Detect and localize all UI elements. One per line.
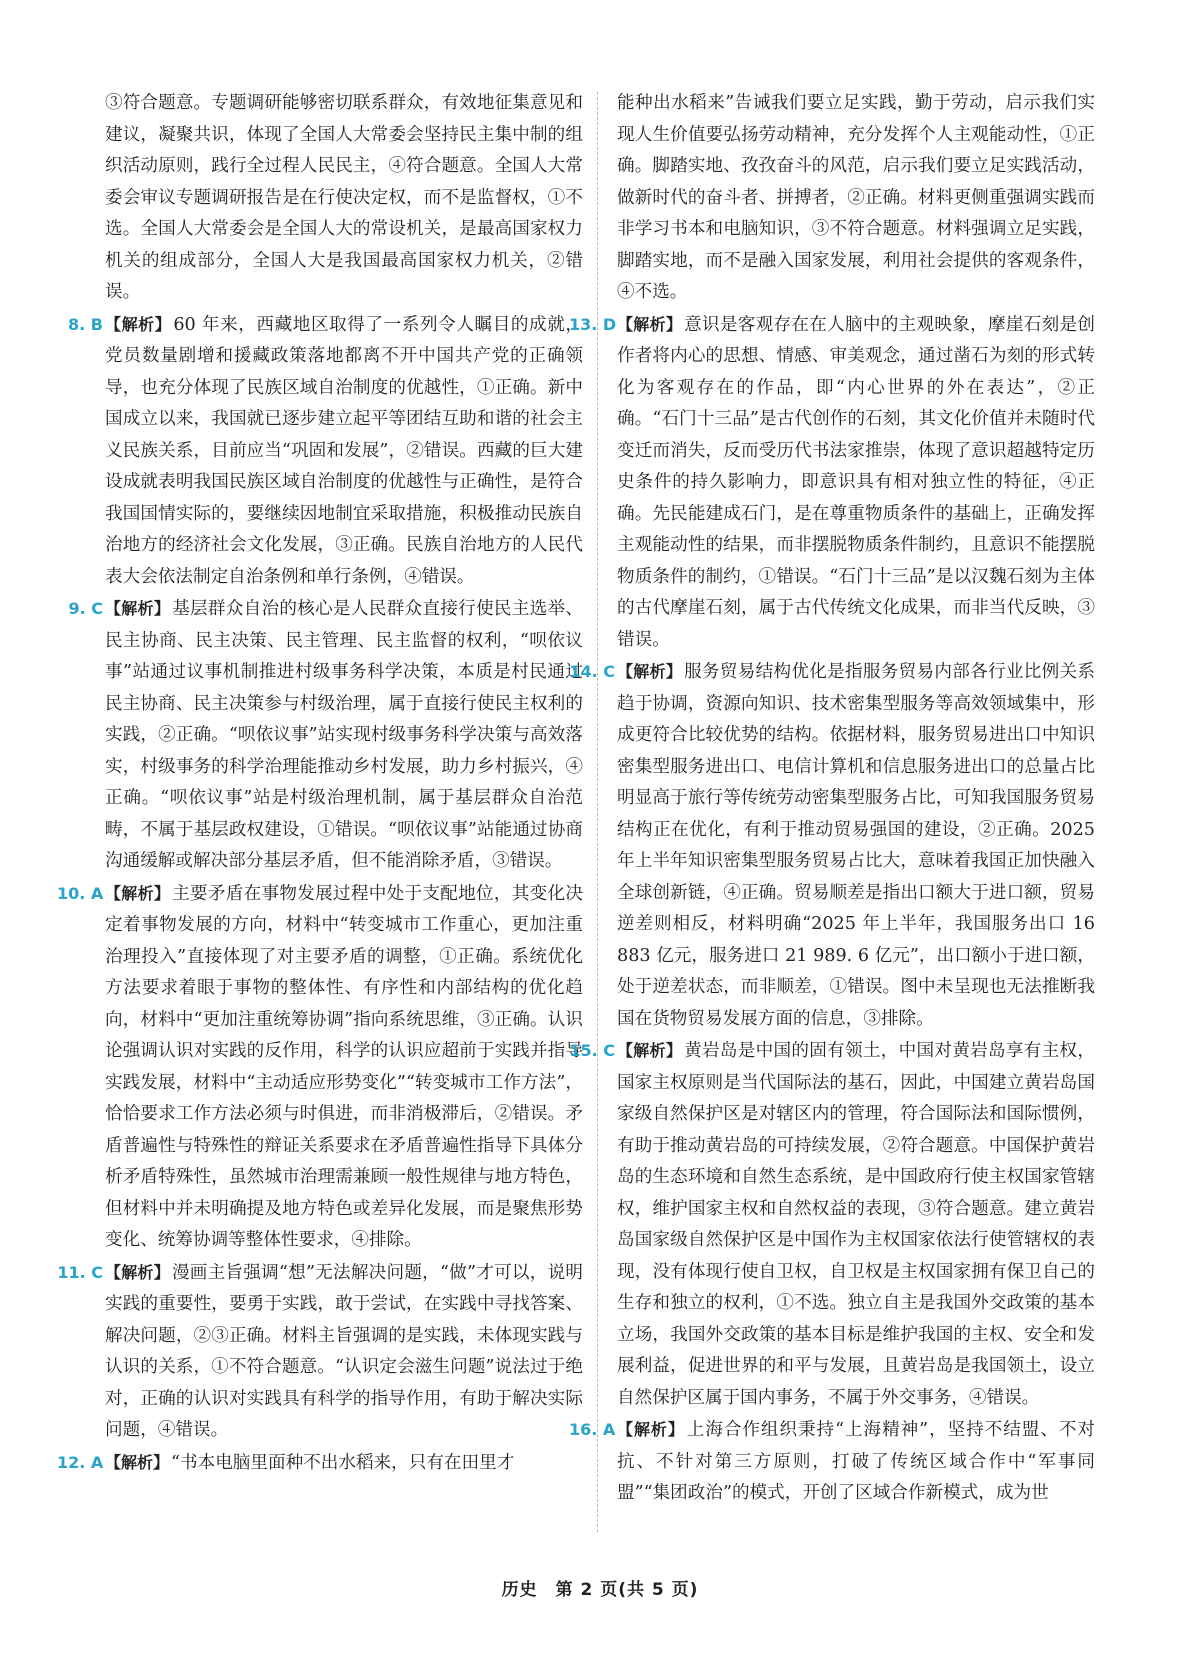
analysis-label: 【解析】 (105, 314, 172, 334)
answer-text: 上海合作组织秉持“上海精神”，坚持不结盟、不对抗、不针对第三方原则，打破了传统区域合作中“军事同盟”“集团政治”的模式，开创了区域合作新模式，成为世 (617, 1420, 1095, 1503)
right-column (569, 88, 1095, 1510)
answer-item-13 (569, 309, 1095, 657)
analysis-label: 【解析】 (617, 314, 683, 334)
left-column (57, 88, 583, 1479)
page-footer: 历史 第 2 页(共 5 页) (501, 1580, 699, 1600)
question-number: 9. C (68, 599, 103, 618)
answer-continuation (105, 88, 583, 309)
answer-item-8 (68, 309, 583, 594)
analysis-label: 【解析】 (105, 599, 171, 618)
answer-text: ③符合题意。专题调研能够密切联系群众，有效地征集意见和建议，凝聚共识，体现了全国人大常委会坚持民主集中制的组织活动原则，践行全过程人民民主，④符合题意。全国人大常委会审议专题调研报告是在行使决定权，而不是监督权，①不选。全国人大常委会是全国人大的常设机关，是最高国家权力机关的组成部分，全国人大是我国最高国家权力机关，②错误。 (105, 93, 583, 302)
question-number: 11. C (57, 1262, 103, 1282)
analysis-label: 【解析】 (105, 1262, 170, 1282)
answer-item-12 (57, 1447, 583, 1480)
answer-text: “书本电脑里面种不出水稻来，只有在田里才 (171, 1452, 515, 1473)
answer-text: 基层群众自治的核心是人民群众直接行使民主选举、民主协商、民主决策、民主管理、民主监督的权利，“呗依议事”站通过议事机制推进村级事务科学决策，本质是村民通过民主协商、民主决策参与村级治理，属于直接行使民主权利的实践，②正确。“呗依议事”站实现村级事务科学决策与高效落实，村级事务的科学治理能推动乡村发展，助力乡村振兴，④正确。“呗依议事”站是村级治理机制，属于基层群众自治范畴，不属于基层政权建设，①错误。“呗依议事”站能通过协商沟通缓解或解决部分基层矛盾，但不能消除矛盾，③错误。 (105, 599, 583, 871)
analysis-label: 【解析】 (617, 662, 683, 681)
answer-text: 服务贸易结构优化是指服务贸易内部各行业比例关系趋于协调，资源向知识、技术密集型服务等高效领域集中，形成更符合比较优势的结构。依据材料，服务贸易进出口中知识密集型服务进出口、电信计算机和信息服务进出口的总量占比明显高于旅行等传统劳动密集型服务占比，可知我国服务贸易结构正在优化，有利于推动贸易强国的建设，②正确。2025 年上半年知识密集型服务贸易占比大，意味着我国正加快融入全球创新链，④正确。贸易顺差是指出口额大于进口额，贸易逆差则相反，材料明确“2025 年上半年，我国服务出口 16 883 亿元，服务进口 21 989. 6 亿元”，出口额小于进口额，处于逆差状态，而非顺差，①错误。图中未呈现也无法推断我国在货物贸易发展方面的信息，③排除。 (617, 662, 1095, 1029)
answer-text: 60 年来，西藏地区取得了一系列令人瞩目的成就，党员数量剧增和援藏政策落地都离不开中国共产党的正确领导，也充分体现了民族区域自治制度的优越性，①正确。新中国成立以来，我国就已逐步建立起平等团结互助和谐的社会主义民族关系，目前应当“巩固和发展”，②错误。西藏的巨大建设成就表明我国民族区域自治制度的优越性与正确性，是符合我国国情实际的，要继续因地制宜采取措施，积极推动民族自治地方的经济社会文化发展，③正确。民族自治地方的人民代表大会依法制定自治条例和单行条例，④错误。 (105, 314, 583, 587)
answer-item-15 (569, 1035, 1095, 1414)
answer-item-16 (569, 1414, 1095, 1510)
answer-item-9 (68, 593, 583, 878)
analysis-label: 【解析】 (105, 883, 171, 903)
question-number: 13. D (569, 314, 617, 334)
answer-text: 能种出水稻来”告诫我们要立足实践，勤于劳动，启示我们实现人生价值要弘扬劳动精神，充分发挥个人主观能动性，①正确。脚踏实地、孜孜奋斗的风范，启示我们要立足实践活动，做新时代的奋斗者、拼搏者，②正确。材料更侧重强调实践而非学习书本和电脑知识，③不符合题意。材料强调立足实践，脚踏实地，而不是融入国家发展，利用社会提供的客观条件，④不选。 (617, 93, 1095, 302)
question-number: 10. A (57, 883, 104, 903)
question-number: 8. B (68, 314, 103, 334)
answer-item-10 (57, 878, 583, 1257)
answer-text: 意识是客观存在在人脑中的主观映象，摩崖石刻是创作者将内心的思想、情感、审美观念，通过凿石为刻的形式转化为客观存在的作品，即“内心世界的外在表达”，②正确。“石门十三品”是古代创作的石刻，其文化价值并未随时代变迁而消失，反而受历代书法家推崇，体现了意识超越特定历史条件的持久影响力，即意识具有相对独立性的特征，④正确。先民能建成石门，是在尊重物质条件的基础上，正确发挥主观能动性的结果，而非摆脱物质条件制约，且意识不能摆脱物质条件的制约，①错误。“石门十三品”是以汉魏石刻为主体的古代摩崖石刻，属于古代传统文化成果，而非当代反映，③错误。 (617, 314, 1095, 650)
answer-text: 主要矛盾在事物发展过程中处于支配地位，其变化决定着事物发展的方向，材料中“转变城市工作重心，更加注重治理投入”直接体现了对主要矛盾的调整，①正确。系统优化方法要求着眼于事物的整体性、有序性和内部结构的优化趋向，材料中“更加注重统筹协调”指向系统思维，③正确。认识论强调认识对实践的反作用，科学的认识应超前于实践并指导实践发展，材料中“主动适应形势变化”“转变城市工作方法”，恰恰要求工作方法必须与时俱进，而非消极滞后，②错误。矛盾普遍性与特殊性的辩证关系要求在矛盾普遍性指导下具体分析矛盾特殊性，虽然城市治理需兼顾一般性规律与地方特色，但材料中并未明确提及地方特色或差异化发展，而是聚焦形势变化、统筹协调等整体性要求，④排除。 (105, 883, 583, 1250)
answer-continuation (617, 88, 1095, 309)
question-number: 15. C (569, 1041, 615, 1060)
analysis-label: 【解析】 (105, 1452, 170, 1472)
answer-item-14 (569, 656, 1095, 1035)
answer-item-11 (57, 1257, 583, 1447)
answer-text: 黄岩岛是中国的固有领土，中国对黄岩岛享有主权，国家主权原则是当代国际法的基石，因此，中国建立黄岩岛国家级自然保护区是对辖区内的管理，符合国际法和国际惯例，有助于推动黄岩岛的可持续发展，②符合题意。中国保护黄岩岛的生态环境和自然生态系统，是中国政府行使主权国家管辖权，维护国家主权和自然权益的表现，③符合题意。建立黄岩岛国家级自然保护区是中国作为主权国家依法行使管辖权的表现，没有体现行使自卫权，自卫权是主权国家拥有保卫自己的生存和独立的权利，①不选。独立自主是我国外交政策的基本立场，我国外交政策的基本目标是维护我国的主权、安全和发展利益，促进世界的和平与发展，且黄岩岛是我国领土，设立自然保护区属于国内事务，不属于外交事务，④错误。 (617, 1041, 1095, 1408)
question-number: 12. A (57, 1452, 104, 1472)
analysis-label: 【解析】 (617, 1420, 685, 1439)
question-number: 16. A (569, 1420, 616, 1439)
answer-text: 漫画主旨强调“想”无法解决问题，“做”才可以，说明实践的重要性，要勇于实践，敢于尝试，在实践中寻找答案、解决问题，②③正确。材料主旨强调的是实践，未体现实践与认识的关系，①不符合题意。“认识定会滋生问题”说法过于绝对，正确的认识对实践具有科学的指导作用，有助于解决实际问题，④错误。 (105, 1262, 583, 1440)
analysis-label: 【解析】 (617, 1041, 683, 1060)
question-number: 14. C (569, 662, 615, 681)
